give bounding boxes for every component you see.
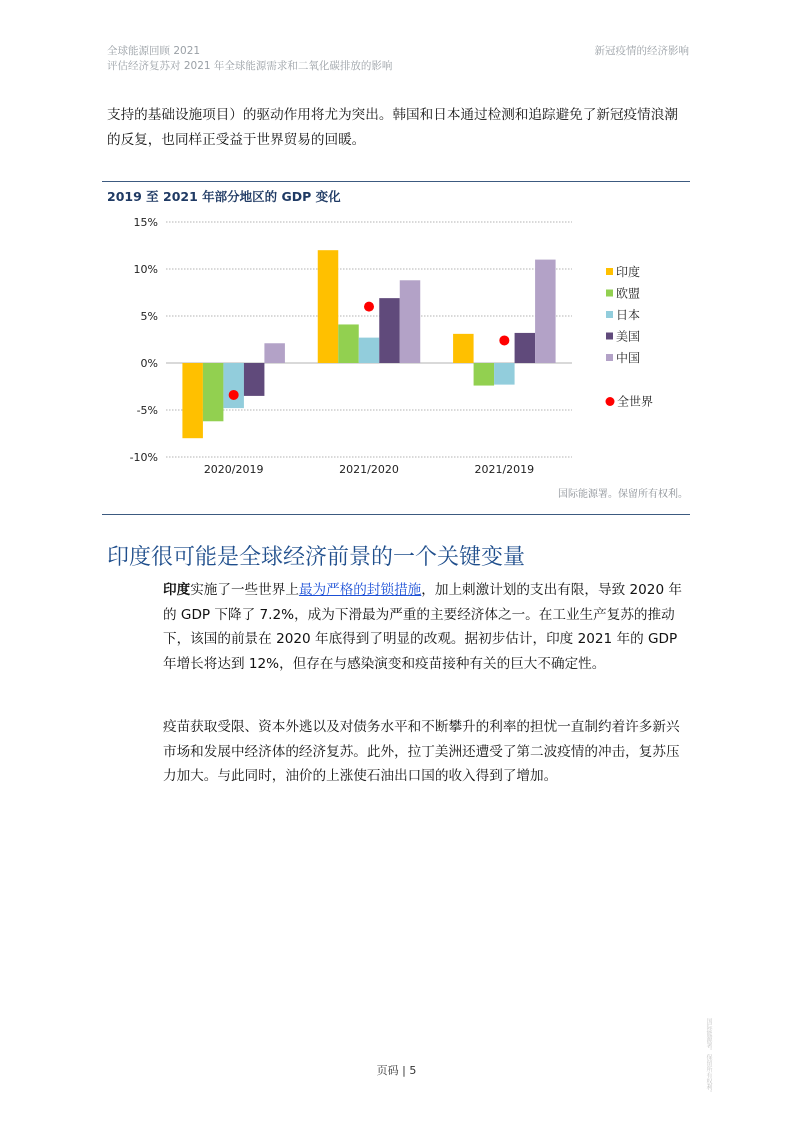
bar <box>244 363 265 396</box>
bar <box>515 333 536 363</box>
bar <box>400 280 421 363</box>
section-heading: 印度很可能是全球经济前景的一个关键变量 <box>107 545 526 570</box>
x-tick-label: 2021/2020 <box>339 463 399 476</box>
legend-swatch <box>606 397 615 406</box>
intro-paragraph: 支持的基础设施项目）的驱动作用将尤为突出。韩国和日本通过检测和追踪避免了新冠疫情浪潮的反复，也同样正受益于世界贸易的回暖。 <box>107 107 678 148</box>
y-tick-label: 0% <box>140 357 158 370</box>
report-title: 全球能源回顾 2021 <box>107 45 201 57</box>
legend-label: 美国 <box>616 329 641 344</box>
legend-swatch <box>606 354 613 361</box>
y-tick-label: -5% <box>136 404 158 417</box>
section-header: 新冠疫情的经济影响 <box>594 45 689 57</box>
legend-label: 欧盟 <box>616 286 641 301</box>
bar <box>379 298 400 363</box>
bar <box>318 250 339 363</box>
y-tick-label: -10% <box>129 451 158 464</box>
world-point <box>499 335 509 345</box>
bar <box>474 363 495 386</box>
bar <box>535 260 556 363</box>
legend-swatch <box>606 333 613 340</box>
legend-swatch <box>606 268 613 275</box>
bar <box>223 363 244 408</box>
bar <box>203 363 224 421</box>
world-point <box>364 302 374 312</box>
legend-label: 日本 <box>616 308 641 322</box>
x-tick-label: 2021/2019 <box>474 463 535 476</box>
y-tick-label: 10% <box>133 263 158 276</box>
figure-credit: 国际能源署。保留所有权利。 <box>558 489 688 500</box>
legend-swatch <box>606 311 613 318</box>
legend-label: 中国 <box>616 351 641 365</box>
bar <box>182 363 203 438</box>
side-copyright: 国际能源署。保留所有权利。 <box>705 1018 712 1096</box>
figure-top-rule <box>102 181 690 182</box>
figure-bottom-rule <box>102 514 690 515</box>
bar <box>494 363 515 385</box>
lockdown-link[interactable]: 最为严格的封锁措施 <box>298 582 422 598</box>
legend-swatch <box>606 290 613 297</box>
bar <box>453 334 474 363</box>
header-left <box>107 44 392 74</box>
india-pre-link: 实施了一些世界上 <box>190 582 299 598</box>
page-number: 页码 | 5 <box>376 1064 417 1077</box>
india-paragraph <box>163 578 689 676</box>
gdp-bar-chart <box>100 210 690 482</box>
india-bold: 印度 <box>163 582 191 598</box>
x-tick-label: 2020/2019 <box>203 463 264 476</box>
y-tick-label: 15% <box>133 216 158 229</box>
legend-label: 印度 <box>616 265 641 279</box>
world-point <box>229 390 239 400</box>
bar <box>359 338 380 363</box>
bar <box>338 324 359 363</box>
y-tick-label: 5% <box>140 310 158 323</box>
vaccine-paragraph: 疫苗获取受限、资本外逃以及对债务水平和不断攀升的利率的担忧一直制约着许多新兴市场和发展中经济体的经济复苏。此外，拉丁美洲还遭受了第二波疫情的冲击，复苏压力加大。与此同时，油价的上涨使石油出口国的收入得到了增加。 <box>163 719 680 784</box>
india-post-link: ，加上刺激计划的支出有限，导致 2020 年的 GDP 下降了 7.2%，成为下滑最为严重的主要经济体之一。在工业生产复苏的推动下，该国的前景在 2020 年底得到了明显的改观。据初步估计，印度 2021 年的 GDP 年增长将达到 12%，但存在与感染演变和疫苗接种有关的巨大不确定性。 <box>163 582 683 672</box>
legend-label: 全世界 <box>617 394 654 409</box>
chart-title: 2019 至 2021 年部分地区的 GDP 变化 <box>107 189 341 204</box>
bar <box>264 343 285 363</box>
report-subtitle: 评估经济复苏对 2021 年全球能源需求和二氧化碳排放的影响 <box>107 60 393 72</box>
